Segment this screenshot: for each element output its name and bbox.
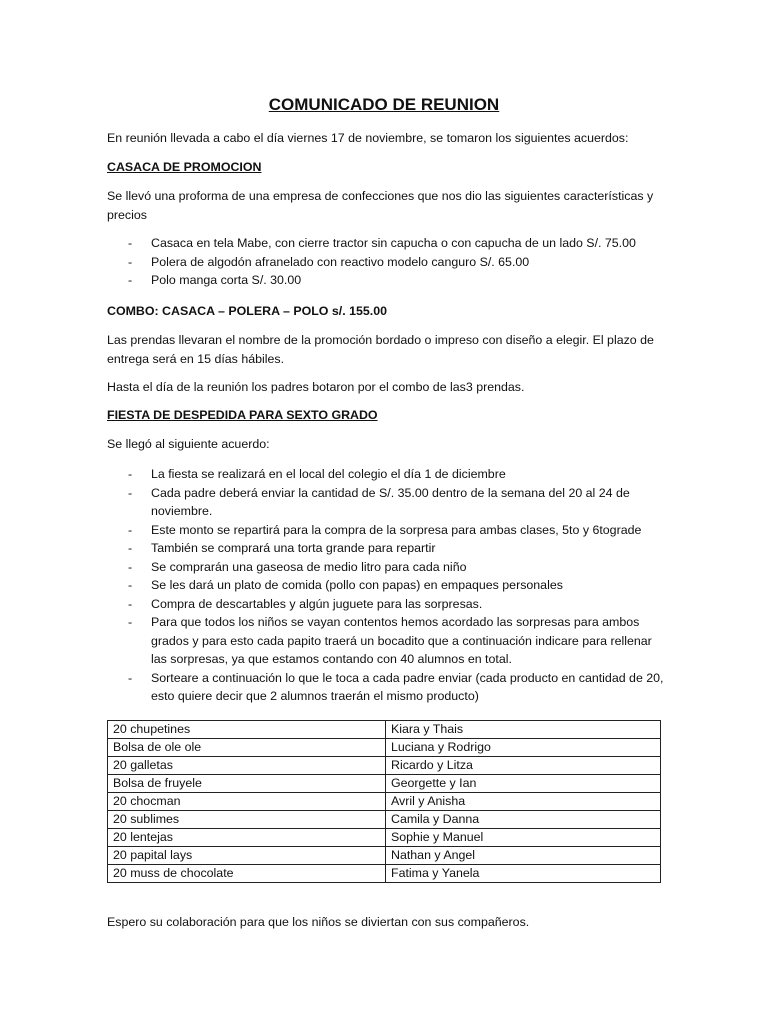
table-row: [108, 721, 661, 739]
agreement-list: [107, 465, 667, 706]
list-item: - Compra de descartables y algún juguete para las sorpresas.: [107, 595, 667, 614]
students-cell: Kiara y Thais: [386, 721, 661, 739]
table-row: [108, 847, 661, 865]
product-cell: 20 galletas: [108, 757, 386, 775]
students-cell: Georgette y Ian: [386, 775, 661, 793]
students-cell: Fatima y Yanela: [386, 865, 661, 883]
product-cell: 20 sublimes: [108, 811, 386, 829]
list-item: - Polo manga corta S/. 30.00: [107, 271, 667, 290]
table-row: [108, 811, 661, 829]
students-cell: Ricardo y Litza: [386, 757, 661, 775]
list-item: - Cada padre deberá enviar la cantidad de S/. 35.00 dentro de la semana del 20 al 24 de noviembre.: [128, 485, 630, 518]
list-item: - La fiesta se realizará en el local del colegio el día 1 de diciembre: [107, 465, 667, 484]
product-cell: 20 muss de chocolate: [108, 865, 386, 883]
product-cell: 20 chupetines: [108, 721, 386, 739]
dash-bullet: -: [128, 522, 133, 537]
product-cell: 20 lentejas: [108, 829, 386, 847]
students-cell: Camila y Danna: [386, 811, 661, 829]
dash-bullet: -: [128, 615, 133, 629]
dash-bullet: -: [128, 596, 133, 611]
casaca-intro-paragraph: Se llevó una proforma de una empresa de confecciones que nos dio las siguientes características y precios: [107, 189, 654, 222]
assignment-table: [107, 720, 661, 883]
list-item: - Se comprarán una gaseosa de medio litro para cada niño: [107, 558, 667, 577]
list-item: - Casaca en tela Mabe, con cierre tractor sin capucha o con capucha de un lado S/. 75.00: [107, 234, 667, 253]
dash-bullet: -: [128, 485, 133, 500]
dash-bullet: -: [128, 236, 133, 250]
closing-paragraph: Espero su colaboración para que los niños se diviertan con sus compañeros.: [107, 915, 530, 929]
page-title: COMUNICADO DE REUNION: [268, 95, 500, 114]
table-row: [108, 757, 661, 775]
students-cell: Nathan y Angel: [386, 847, 661, 865]
dash-bullet: -: [128, 273, 133, 287]
students-cell: Sophie y Manuel: [386, 829, 661, 847]
dash-bullet: -: [128, 541, 133, 555]
section-heading-fiesta: FIESTA DE DESPEDIDA PARA SEXTO GRADO: [107, 408, 378, 422]
product-cell: 20 papital lays: [108, 847, 386, 865]
dash-bullet: -: [128, 467, 133, 481]
product-cell: Bolsa de ole ole: [108, 739, 386, 757]
product-cell: 20 chocman: [108, 793, 386, 811]
dash-bullet: -: [128, 578, 133, 592]
intro-paragraph: En reunión llevada a cabo el día viernes 17 de noviembre, se tomaron los siguientes acuerdos:: [107, 131, 629, 145]
table-row: [108, 793, 661, 811]
product-cell: Bolsa de fruyele: [108, 775, 386, 793]
section-heading-casaca: CASACA DE PROMOCION: [107, 160, 262, 174]
list-item: - Polera de algodón afranelado con reactivo modelo canguro S/. 65.00: [107, 253, 667, 272]
vote-paragraph: Hasta el día de la reunión los padres botaron por el combo de las3 prendas.: [107, 380, 525, 394]
table-row: [108, 775, 661, 793]
table-row: [108, 829, 661, 847]
list-item: - Sorteare a continuación lo que le toca a cada padre enviar (cada producto en cantidad de 20, esto quiere decir que 2 alumnos traerán el mismo producto): [128, 670, 664, 703]
students-cell: Luciana y Rodrigo: [386, 739, 661, 757]
garment-note-paragraph: Las prendas llevaran el nombre de la promoción bordado o impreso con diseño a elegir. El plazo de entrega será en 15 días hábiles.: [107, 333, 654, 366]
dash-bullet: -: [128, 670, 133, 685]
list-item: - Este monto se repartirá para la compra de la sorpresa para ambas clases, 5to y 6tograde: [107, 521, 667, 540]
combo-price: COMBO: CASACA – POLERA – POLO s/. 155.00: [107, 304, 387, 318]
price-list: [107, 234, 667, 290]
list-item: - También se comprará una torta grande para repartir: [107, 539, 667, 558]
students-cell: Avril y Anisha: [386, 793, 661, 811]
table-row: [108, 865, 661, 883]
dash-bullet: -: [128, 559, 133, 574]
list-item: - Para que todos los niños se vayan contentos hemos acordado las sorpresas para ambos grados y para esto cada papito traerá un bocadito que a continuación indicare para rellenar las sorpresas, ya que estamos contando con 40 alumnos en total.: [128, 615, 652, 666]
list-item: - Se les dará un plato de comida (pollo con papas) en empaques personales: [107, 576, 667, 595]
fiesta-intro-paragraph: Se llegó al siguiente acuerdo:: [107, 437, 270, 451]
table-row: [108, 739, 661, 757]
dash-bullet: -: [128, 254, 133, 269]
